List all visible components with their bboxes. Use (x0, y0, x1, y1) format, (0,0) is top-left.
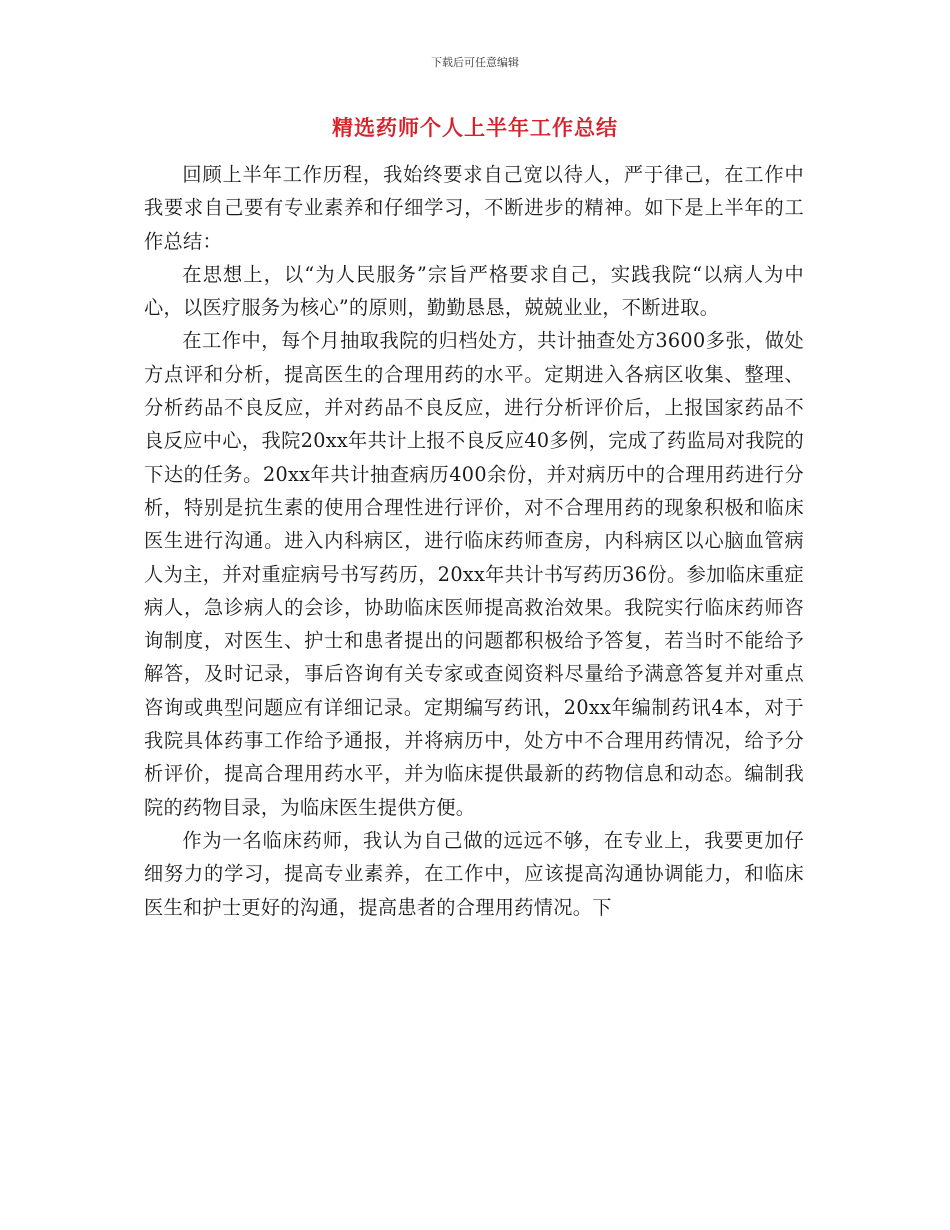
paragraph-work: 在工作中，每个月抽取我院的归档处方，共计抽查处方3600多张，做处方点评和分析，提高医生的合理用药的水平。定期进入各病区收集、整理、分析药品不良反应，并对药品不良反应，进行分析评价后，上报国家药品不良反应中心，我院20xx年共计上报不良反应40多例，完成了药监局对我院的下达的任务。20xx年共计抽查病历400余份，并对病历中的合理用药进行分析，特别是抗生素的使用合理性进行评价，对不合理用药的现象积极和临床医生进行沟通。进入内科病区，进行临床药师查房，内科病区以心脑血管病人为主，并对重症病号书写药历，20xx年共计书写药历36份。参加临床重症病人，急诊病人的会诊，协助临床医师提高救治效果。我院实行临床药师咨询制度，对医生、护士和患者提出的问题都积极给予答复，若当时不能给予解答，及时记录，事后咨询有关专家或查阅资料尽量给予满意答复并对重点咨询或典型问题应有详细记录。定期编写药讯，20xx年编制药讯4本，对于我院具体药事工作给予通报，并将病历中，处方中不合理用药情况，给予分析评价，提高合理用药水平，并为临床提供最新的药物信息和动态。编制我院的药物目录，为临床医生提供方便。 (144, 329, 804, 819)
paragraph-ideology: 在思想上，以“为人民服务”宗旨严格要求自己，实践我院“以病人为中心，以医疗服务为核心”的原则，勤勤恳恳，兢兢业业，不断进取。 (144, 262, 804, 320)
paragraph-intro: 回顾上半年工作历程，我始终要求自己宽以待人，严于律己，在工作中我要求自己要有专业素养和仔细学习，不断进步的精神。如下是上半年的工作总结： (144, 163, 804, 253)
header-note: 下载后可任意编辑 (431, 56, 519, 69)
document-title: 精选药师个人上半年工作总结 (332, 116, 618, 140)
paragraph-reflection: 作为一名临床药师，我认为自己做的远远不够，在专业上，我要更加仔细努力的学习，提高专业素养，在工作中，应该提高沟通协调能力，和临床医生和护士更好的沟通，提高患者的合理用药情况。下 (144, 828, 804, 919)
document-body (144, 158, 804, 924)
